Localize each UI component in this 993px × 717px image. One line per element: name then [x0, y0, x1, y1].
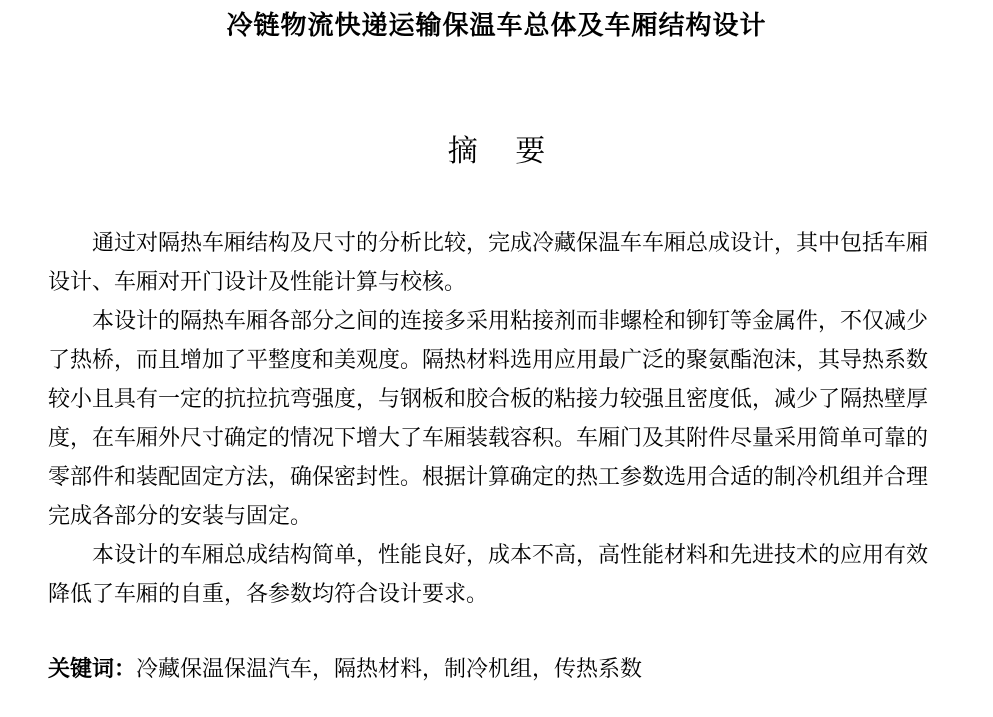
keywords-text: 冷藏保温保温汽车，隔热材料，制冷机组，传热系数: [136, 657, 643, 682]
document-title: 冷链物流快递运输保温车总体及车厢结构设计: [226, 11, 767, 41]
abstract-paragraph-3: 本设计的车厢总成结构简单，性能良好，成本不高，高性能材料和先进技术的应用有效降低了车厢的自重，各参数均符合设计要求。: [48, 543, 929, 607]
abstract-heading: 摘 要: [447, 134, 560, 169]
keywords-label: 关键词：: [48, 657, 137, 682]
abstract-body: [48, 224, 928, 614]
abstract-paragraph-2: 本设计的隔热车厢各部分之间的连接多采用粘接剂而非螺栓和铆钉等金属件，不仅减少了热桥，而且增加了平整度和美观度。隔热材料选用应用最广泛的聚氨酯泡沫，其导热系数较小且具有一定的抗拉抗弯强度，与钢板和胶合板的粘接力较强且密度低，减少了隔热壁厚度，在车厢外尺寸确定的情况下增大了车厢装载容积。车厢门及其附件尽量采用简单可靠的零部件和装配固定方法，确保密封性。根据计算确定的热工参数选用合适的制冷机组并合理完成各部分的安装与固定。: [48, 309, 929, 529]
keywords-line: [48, 650, 928, 689]
abstract-paragraph-1: 通过对隔热车厢结构及尺寸的分析比较，完成冷藏保温车车厢总成设计，其中包括车厢设计、车厢对开门设计及性能计算与校核。: [48, 231, 929, 295]
